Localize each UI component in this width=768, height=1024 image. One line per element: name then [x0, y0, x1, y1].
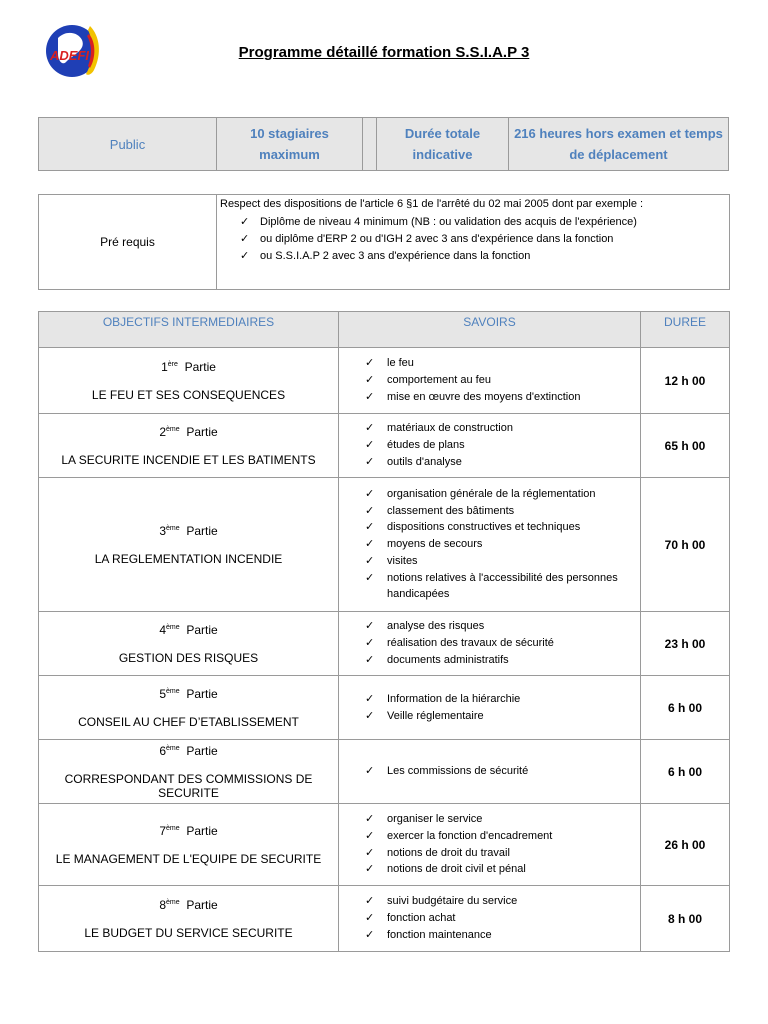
checkmark-icon: ✓: [365, 390, 375, 403]
checkmark-icon: ✓: [365, 637, 375, 650]
objectif-cell: [39, 414, 339, 478]
table-row: [39, 676, 730, 740]
checkmark-icon: ✓: [365, 422, 375, 435]
list-item: ✓ matériaux de construction: [365, 420, 639, 437]
table-row: [39, 804, 730, 886]
duree-cell: 70 h 00: [641, 478, 730, 612]
list-item: ✓ fonction achat: [365, 910, 639, 927]
list-item: ✓ organiser le service: [365, 811, 639, 828]
prerequis-table: [38, 194, 730, 290]
list-item: ✓ moyens de secours: [365, 536, 639, 553]
logo-text: ADEFI: [50, 48, 89, 63]
checkmark-icon: ✓: [365, 692, 375, 705]
list-item: ✓ outils d'analyse: [365, 454, 639, 471]
checkmark-icon: ✓: [365, 829, 375, 842]
checkmark-icon: ✓: [240, 233, 250, 245]
objectif-cell: [39, 886, 339, 952]
objectif-cell: [39, 478, 339, 612]
savoirs-list: [340, 420, 639, 470]
partie-number: 5ème Partie: [159, 686, 218, 701]
partie-number: 7ème Partie: [159, 823, 218, 838]
savoirs-cell: [339, 414, 641, 478]
prerequis-content: [217, 195, 730, 290]
table-row: [39, 886, 730, 952]
duree-cell: 6 h 00: [641, 676, 730, 740]
duree-cell: 12 h 00: [641, 348, 730, 414]
public-cell: Public: [39, 118, 217, 171]
checkmark-icon: ✓: [365, 554, 375, 567]
duree-cell: 65 h 00: [641, 414, 730, 478]
savoirs-list: [340, 811, 639, 878]
savoirs-list: [340, 893, 639, 943]
objectif-cell: [39, 348, 339, 414]
prerequis-list: [218, 214, 728, 265]
programme-table: [38, 311, 730, 952]
checkmark-icon: ✓: [240, 250, 250, 262]
savoirs-cell: [339, 804, 641, 886]
partie-number: 4ème Partie: [159, 622, 218, 637]
savoirs-list: [340, 618, 639, 668]
list-item: ✓ le feu: [365, 355, 639, 372]
list-item: ✓ mise en œuvre des moyens d'extinction: [365, 389, 639, 406]
partie-name: CONSEIL AU CHEF D’ETABLISSEMENT: [78, 714, 299, 729]
list-item: ✓ suivi budgétaire du service: [365, 893, 639, 910]
duree-label-cell: Durée totale indicative: [377, 118, 509, 171]
checkmark-icon: ✓: [365, 374, 375, 387]
header-savoirs: SAVOIRS: [339, 312, 641, 348]
stagiaires-cell: 10 stagiaires maximum: [217, 118, 363, 171]
checkmark-icon: ✓: [365, 538, 375, 551]
list-item: ✓ notions de droit civil et pénal: [365, 861, 639, 878]
duree-value-cell: 216 heures hors examen et temps de déplacement: [509, 118, 729, 171]
savoirs-cell: [339, 348, 641, 414]
prerequis-label: Pré requis: [39, 195, 217, 290]
partie-number: 2ème Partie: [159, 424, 218, 439]
checkmark-icon: ✓: [365, 455, 375, 468]
table-row: [39, 414, 730, 478]
list-item: ✓ Veille réglementaire: [365, 708, 639, 725]
savoirs-cell: [339, 740, 641, 804]
checkmark-icon: ✓: [365, 653, 375, 666]
checkmark-icon: ✓: [365, 765, 375, 778]
list-item: ✓ dispositions constructives et techniques: [365, 519, 639, 536]
checkmark-icon: ✓: [240, 216, 250, 228]
savoirs-cell: [339, 676, 641, 740]
partie-name: LA SECURITE INCENDIE ET LES BATIMENTS: [61, 452, 316, 467]
checkmark-icon: ✓: [365, 620, 375, 633]
spacer-cell: [363, 118, 377, 171]
partie-number: 6ème Partie: [159, 743, 218, 758]
duree-cell: 6 h 00: [641, 740, 730, 804]
checkmark-icon: ✓: [365, 487, 375, 500]
list-item: ✓ notions de droit du travail: [365, 845, 639, 862]
checkmark-icon: ✓: [365, 439, 375, 452]
header-objectifs: OBJECTIFS INTERMEDIAIRES: [39, 312, 339, 348]
partie-name: CORRESPONDANT DES COMMISSIONS DE SECURITE: [64, 771, 313, 800]
list-item: ✓ exercer la fonction d'encadrement: [365, 828, 639, 845]
list-item: ✓ ou S.S.I.A.P 2 avec 3 ans d'expérience dans la fonction: [240, 248, 728, 265]
table-row: [39, 612, 730, 676]
checkmark-icon: ✓: [365, 357, 375, 370]
table-row: [39, 740, 730, 804]
list-item: ✓ visites: [365, 553, 639, 570]
checkmark-icon: ✓: [365, 571, 375, 584]
duree-cell: 8 h 00: [641, 886, 730, 952]
list-item: ✓ analyse des risques: [365, 618, 639, 635]
savoirs-cell: [339, 478, 641, 612]
checkmark-icon: ✓: [365, 912, 375, 925]
savoirs-list: [340, 691, 639, 725]
list-item: ✓ Les commissions de sécurité: [365, 763, 639, 780]
objectif-cell: [39, 612, 339, 676]
partie-name: LE FEU ET SES CONSEQUENCES: [91, 387, 286, 402]
table-row: [39, 348, 730, 414]
partie-number: 1ère Partie: [161, 359, 216, 374]
checkmark-icon: ✓: [365, 709, 375, 722]
list-item: ✓ Information de la hiérarchie: [365, 691, 639, 708]
partie-name: LE MANAGEMENT DE L'EQUIPE DE SECURITE: [55, 851, 322, 866]
list-item: ✓ ou diplôme d'ERP 2 ou d'IGH 2 avec 3 ans d'expérience dans la fonction: [240, 231, 728, 248]
objectif-cell: [39, 676, 339, 740]
partie-number: 3ème Partie: [159, 523, 218, 538]
list-item: ✓ comportement au feu: [365, 372, 639, 389]
savoirs-list: [340, 763, 639, 780]
objectif-cell: [39, 804, 339, 886]
list-item: ✓ fonction maintenance: [365, 927, 639, 944]
partie-name: LA REGLEMENTATION INCENDIE: [94, 551, 283, 566]
checkmark-icon: ✓: [365, 846, 375, 859]
prerequis-intro: Respect des dispositions de l'article 6 §1 de l'arrêté du 02 mai 2005 dont par exemple :: [220, 198, 644, 210]
duree-cell: 26 h 00: [641, 804, 730, 886]
info-table: [38, 117, 729, 171]
objectif-cell: [39, 740, 339, 804]
page-title: Programme détaillé formation S.S.I.A.P 3: [238, 44, 530, 61]
table-row: [39, 478, 730, 612]
partie-number: 8ème Partie: [159, 897, 218, 912]
duree-cell: 23 h 00: [641, 612, 730, 676]
checkmark-icon: ✓: [365, 895, 375, 908]
savoirs-cell: [339, 612, 641, 676]
savoirs-cell: [339, 886, 641, 952]
savoirs-list: [340, 486, 639, 604]
partie-name: GESTION DES RISQUES: [118, 650, 259, 665]
list-item: ✓ notions relatives à l'accessibilité des personnes handicapées: [365, 571, 618, 601]
list-item: ✓ études de plans: [365, 437, 639, 454]
list-item: ✓ documents administratifs: [365, 652, 639, 669]
checkmark-icon: ✓: [365, 521, 375, 534]
checkmark-icon: ✓: [365, 928, 375, 941]
list-item: ✓ Diplôme de niveau 4 minimum (NB : ou validation des acquis de l'expérience): [240, 214, 728, 231]
header-duree: DUREE: [641, 312, 730, 348]
checkmark-icon: ✓: [365, 863, 375, 876]
partie-name: LE BUDGET DU SERVICE SECURITE: [84, 925, 293, 940]
list-item: ✓ organisation générale de la réglementation: [365, 486, 639, 503]
list-item: ✓ classement des bâtiments: [365, 503, 639, 520]
list-item: ✓ réalisation des travaux de sécurité: [365, 635, 639, 652]
checkmark-icon: ✓: [365, 812, 375, 825]
savoirs-list: [340, 355, 639, 405]
checkmark-icon: ✓: [365, 504, 375, 517]
